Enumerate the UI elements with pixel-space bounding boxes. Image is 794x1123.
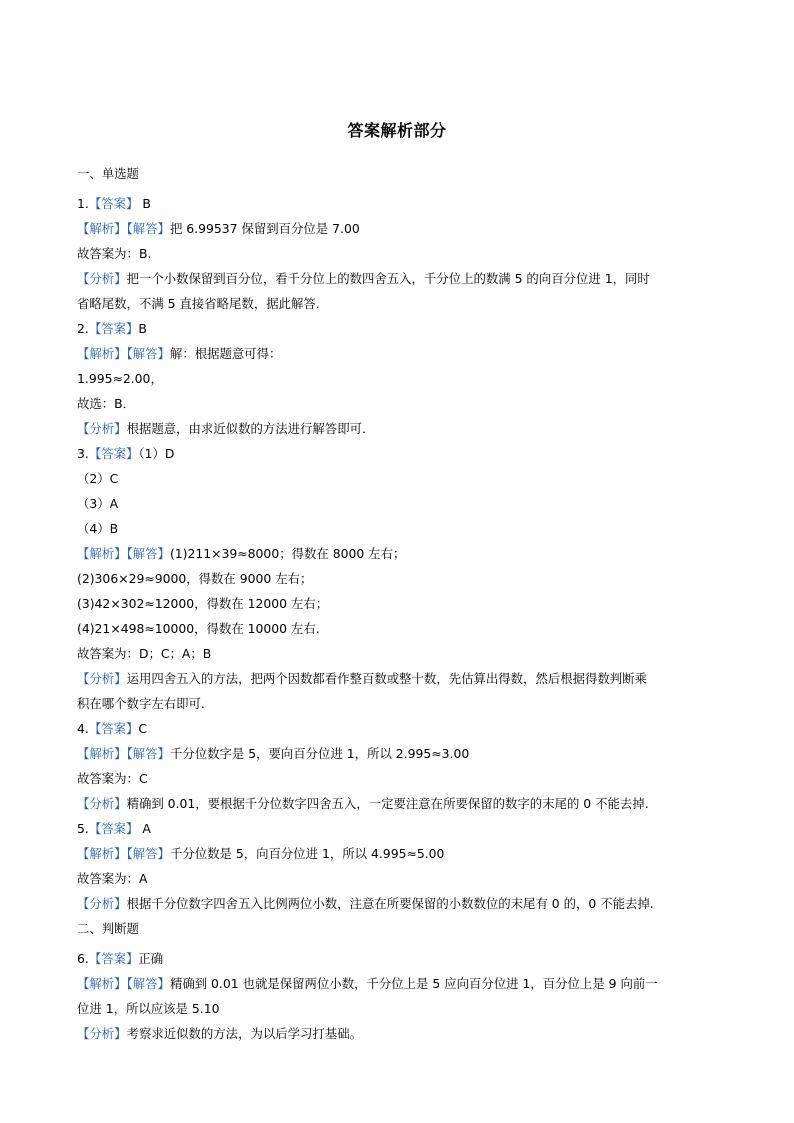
- q3-analysis-line: [77, 541, 722, 566]
- q4-analysis-line: [77, 741, 722, 766]
- q5-fenxi-line: [77, 891, 722, 916]
- q3-analysis-tag: 【解析】【解答】: [77, 546, 170, 561]
- q6-analysis-tag: 【解析】【解答】: [77, 976, 170, 991]
- q4-fenxi-line: [77, 791, 722, 816]
- q3-answer: （1）D: [138, 446, 175, 461]
- q1-fenxi-tag: 【分析】: [77, 271, 127, 286]
- q3-answer-tag: 【答案】: [88, 446, 139, 461]
- q2-answer-tag: 【答案】: [88, 321, 139, 336]
- q3-fenxi-1: 运用四舍五入的方法，把两个因数都看作整百数或整十数，先估算出得数，然后根据得数判断乘: [126, 671, 647, 686]
- q2-analysis: 解：根据题意可得：: [169, 346, 282, 361]
- q3-answer-2: （2）C: [77, 471, 119, 486]
- q1-analysis: 把 6.99537 保留到百分位是 7.00: [169, 221, 360, 236]
- q1-conclusion: 故答案为：B.: [77, 246, 152, 261]
- section-heading-true-false: 二、判断题: [77, 921, 139, 936]
- q5-answer-tag: 【答案】: [88, 821, 139, 836]
- q3-fenxi-2: 积在哪个数字左右即可.: [77, 696, 205, 711]
- q1-fenxi-1: 把一个小数保留到百分位，看千分位上的数四舍五入，千分位上的数满 5 的向百分位进 1，同时: [126, 271, 650, 286]
- q2-fenxi-line: [77, 416, 722, 441]
- section-heading-single-choice: 一、单选题: [77, 166, 139, 181]
- q6-line-2: 位进 1，所以应该是 5.10: [77, 1001, 220, 1016]
- q4-number: 4.: [77, 721, 89, 736]
- q2-number: 2.: [77, 321, 89, 336]
- q3-line-2: (2)306×29≈9000，得数在 9000 左右；: [77, 571, 313, 586]
- q6-fenxi-1: 考察求近似数的方法，为以后学习打基础。: [126, 1026, 362, 1041]
- q2-answer: B: [138, 321, 147, 336]
- q3-analysis: (1)211×39≈8000；得数在 8000 左右；: [169, 546, 406, 561]
- q5-fenxi-tag: 【分析】: [77, 896, 127, 911]
- q5-answer-line: [77, 816, 722, 841]
- q4-analysis: 千分位数字是 5，要向百分位进 1，所以 2.995≈3.00: [169, 746, 470, 761]
- q5-analysis: 千分位数是 5，向百分位进 1，所以 4.995≈5.00: [169, 846, 445, 861]
- q5-analysis-tag: 【解析】【解答】: [77, 846, 170, 861]
- q5-analysis-line: [77, 841, 722, 866]
- q1-fenxi-2: 省略尾数，不满 5 直接省略尾数，据此解答.: [77, 296, 320, 311]
- q2-analysis-tag: 【解析】【解答】: [77, 346, 170, 361]
- q3-fenxi-tag: 【分析】: [77, 671, 127, 686]
- q3-answer-3: （3）A: [77, 496, 119, 511]
- q6-answer-tag: 【答案】: [88, 951, 139, 966]
- q3-line-4: (4)21×498≈10000，得数在 10000 左右.: [77, 621, 320, 636]
- q4-analysis-tag: 【解析】【解答】: [77, 746, 170, 761]
- q4-fenxi-tag: 【分析】: [77, 796, 127, 811]
- q6-number: 6.: [77, 951, 89, 966]
- q5-conclusion: 故答案为：A: [77, 871, 148, 886]
- q1-fenxi-line: [77, 266, 722, 291]
- q2-analysis-line: [77, 341, 722, 366]
- q3-number: 3.: [77, 446, 89, 461]
- q6-answer: 正确: [138, 951, 164, 966]
- q4-answer-tag: 【答案】: [88, 721, 139, 736]
- q6-fenxi-line: [77, 1021, 722, 1046]
- q6-answer-line: [77, 946, 722, 971]
- q4-conclusion: 故答案为：C: [77, 771, 148, 786]
- q1-analysis-tag: 【解析】【解答】: [77, 221, 170, 236]
- q2-fenxi-1: 根据题意，由求近似数的方法进行解答即可．: [126, 421, 375, 436]
- q3-line-3: (3)42×302≈12000，得数在 12000 左右；: [77, 596, 329, 611]
- q3-answer-4: （4）B: [77, 521, 119, 536]
- q2-line-2: 1.995≈2.00，: [77, 371, 163, 386]
- q3-fenxi-line: [77, 666, 722, 691]
- q3-answer-line: [77, 441, 722, 466]
- q4-answer: C: [138, 721, 148, 736]
- answer-content: [77, 161, 722, 1046]
- q5-fenxi-1: 根据千分位数字四舍五入比例两位小数，注意在所要保留的小数数位的末尾有 0 的，0 不能去掉.: [126, 896, 654, 911]
- q1-answer-line: [77, 191, 722, 216]
- q5-answer: A: [138, 821, 151, 836]
- q2-fenxi-tag: 【分析】: [77, 421, 127, 436]
- q1-answer: B: [138, 196, 151, 211]
- q1-analysis-line: [77, 216, 722, 241]
- q1-answer-tag: 【答案】: [88, 196, 139, 211]
- q4-fenxi-1: 精确到 0.01，要根据千分位数字四舍五入，一定要注意在所要保留的数字的末尾的 0 不能去掉.: [126, 796, 649, 811]
- q5-number: 5.: [77, 821, 89, 836]
- q1-number: 1.: [77, 196, 89, 211]
- q2-answer-line: [77, 316, 722, 341]
- q6-analysis-line: [77, 971, 722, 996]
- q6-analysis: 精确到 0.01 也就是保留两位小数，千分位上是 5 应向百分位进 1，百分位上是 9 向前一: [169, 976, 658, 991]
- q2-line-3: 故选：B．: [77, 396, 136, 411]
- q3-conclusion: 故答案为：D；C；A；B: [77, 646, 212, 661]
- q4-answer-line: [77, 716, 722, 741]
- page-title: 答案解析部分: [347, 121, 447, 140]
- q6-fenxi-tag: 【分析】: [77, 1026, 127, 1041]
